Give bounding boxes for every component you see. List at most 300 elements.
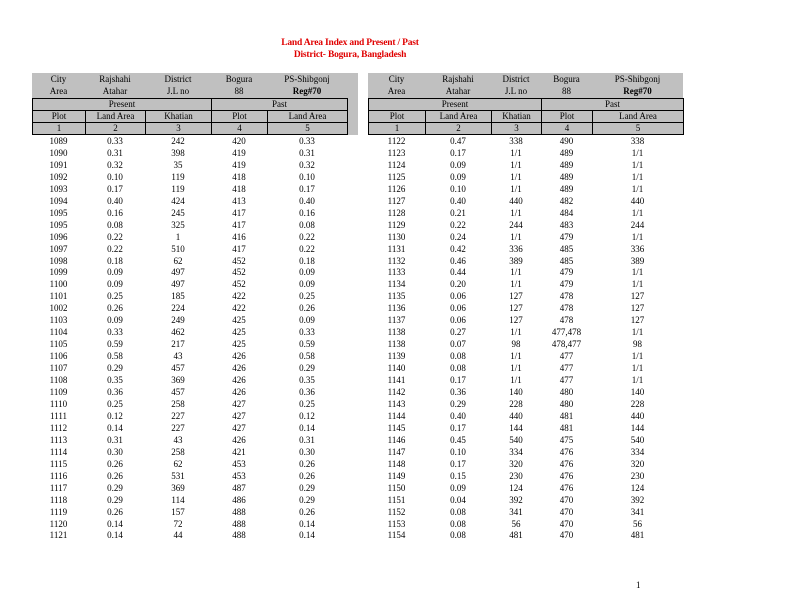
past-land-area-cell: 0.31 [299,147,315,158]
land-area-cell: 0.44 [450,267,466,278]
past-land-area-cell: 0.14 [299,530,315,541]
past-land-area-cell: 0.10 [299,171,315,182]
past-plot-cell: 481 [559,410,574,421]
table-row [368,327,683,339]
table-row [32,220,347,232]
col-number: 5 [593,123,684,135]
plot-cell: 1091 [49,159,68,170]
past-land-area-cell: 338 [630,136,645,146]
khatian-cell: 1/1 [510,279,522,290]
past-plot-cell: 488 [232,518,246,529]
col-header-past-plot: Plot [212,111,268,123]
group-header-past: Past [542,99,684,111]
info-area: Atahar [102,86,128,96]
past-land-area-cell: 0.22 [299,243,315,254]
past-land-area-cell: 0.14 [299,422,315,433]
land-area-cell: 0.27 [450,327,466,338]
past-land-area-cell: 0.26 [299,458,315,469]
land-area-cell: 0.14 [107,422,123,433]
plot-cell: 1101 [49,291,68,302]
past-land-area-cell: 334 [630,446,645,457]
document-subtitle: District- Bogura, Bangladesh [293,50,407,60]
plot-cell: 1096 [49,231,68,242]
past-plot-cell: 426 [232,375,246,386]
past-plot-cell: 419 [232,159,246,170]
past-plot-cell: 478,477 [551,339,582,350]
plot-cell: 1134 [387,279,406,290]
group-header-past: Past [212,99,348,111]
land-area-cell: 0.31 [107,147,123,158]
land-area-cell: 0.10 [450,183,466,194]
khatian-cell: 1/1 [510,351,522,362]
table-row [32,196,347,208]
col-header-past-land-area: Land Area [268,111,348,123]
past-land-area-cell: 440 [630,410,645,421]
land-area-cell: 0.09 [107,279,123,290]
left-column-header [32,98,348,135]
khatian-cell: 497 [171,267,185,278]
table-row [32,483,347,495]
past-plot-cell: 477 [559,351,574,362]
past-land-area-cell: 0.36 [299,387,315,398]
past-plot-cell: 453 [232,470,246,481]
past-plot-cell: 417 [232,219,246,230]
khatian-cell: 119 [171,171,185,182]
past-land-area-cell: 0.14 [299,518,315,529]
khatian-cell: 481 [509,530,523,541]
plot-cell: 1092 [49,171,68,182]
land-area-cell: 0.08 [450,530,466,541]
plot-cell: 1090 [49,147,68,158]
plot-cell: 1093 [49,183,68,194]
khatian-cell: 185 [171,291,185,302]
table-row [32,351,347,363]
col-header-past-plot: Plot [542,111,593,123]
past-plot-cell: 486 [232,494,246,505]
past-land-area-cell: 0.30 [299,446,315,457]
plot-cell: 1138 [387,327,406,338]
past-land-area-cell: 336 [630,243,645,254]
land-area-cell: 0.40 [450,410,466,421]
khatian-cell: 245 [171,207,185,218]
table-row [32,387,347,399]
col-number: 5 [268,123,348,135]
table-row [32,244,347,256]
land-area-cell: 0.16 [107,207,123,218]
khatian-cell: 72 [173,518,183,529]
plot-cell: 1119 [49,506,68,517]
khatian-cell: 338 [509,136,523,146]
land-area-cell: 0.08 [450,518,466,529]
past-plot-cell: 481 [559,422,574,433]
past-plot-cell: 478 [559,291,574,302]
past-land-area-cell: 0.12 [299,410,315,421]
right-column-header [368,98,684,135]
table-row [368,363,683,375]
land-area-cell: 0.33 [107,327,123,338]
plot-cell: 1126 [387,183,406,194]
past-plot-cell: 426 [232,351,246,362]
khatian-cell: 457 [171,363,185,374]
land-area-cell: 0.09 [107,267,123,278]
plot-cell: 1150 [387,482,406,493]
plot-cell: 1112 [49,422,68,433]
khatian-cell: 457 [171,387,185,398]
khatian-cell: 62 [173,255,183,266]
past-land-area-cell: 0.33 [299,327,315,338]
info-police-station: PS-Shibgonj [284,74,330,84]
col-number: 1 [33,123,86,135]
group-header-present: Present [33,99,212,111]
khatian-cell: 341 [509,506,523,517]
past-land-area-cell: 1/1 [631,183,644,194]
land-area-cell: 0.32 [107,159,123,170]
table-row [32,530,347,542]
past-plot-cell: 452 [232,255,246,266]
table-row [368,483,683,495]
past-land-area-cell: 98 [633,339,642,350]
past-plot-cell: 489 [559,159,574,170]
land-area-cell: 0.35 [107,375,123,386]
info-jl-no: 88 [562,86,571,96]
right-header-area [368,73,683,135]
past-plot-cell: 417 [232,207,246,218]
table-row [32,208,347,220]
khatian-cell: 43 [173,434,183,445]
plot-cell: 1153 [387,518,406,529]
past-land-area-cell: 0.17 [299,183,315,194]
table-row [368,459,683,471]
plot-cell: 1133 [387,267,406,278]
land-area-cell: 0.45 [450,434,466,445]
land-area-cell: 0.22 [107,243,123,254]
land-area-cell: 0.22 [107,231,123,242]
plot-cell: 1154 [387,530,406,541]
land-area-cell: 0.17 [450,422,466,433]
table-row [32,256,347,268]
past-plot-cell: 419 [232,147,246,158]
table-row [368,256,683,268]
right-info-header [368,73,683,98]
past-land-area-cell: 56 [633,518,642,529]
col-header-past-land-area: Land Area [593,111,684,123]
past-plot-cell: 425 [232,327,246,338]
khatian-cell: 389 [509,255,523,266]
table-row [368,339,683,351]
land-area-cell: 0.36 [107,387,123,398]
past-land-area-cell: 0.35 [299,375,315,386]
document-title: Land Area Index and Present / Past [281,38,419,48]
table-row [368,495,683,507]
past-plot-cell: 482 [559,195,574,206]
land-area-cell: 0.29 [450,398,466,409]
land-area-cell: 0.21 [450,207,466,218]
past-plot-cell: 425 [232,315,246,326]
info-area-label: Area [49,86,68,96]
past-plot-cell: 480 [559,387,574,398]
khatian-cell: 144 [509,422,523,433]
plot-cell: 1103 [49,315,68,326]
plot-cell: 1139 [387,351,406,362]
land-area-cell: 0.26 [107,458,123,469]
land-area-cell: 0.04 [450,494,466,505]
khatian-cell: 1/1 [510,363,522,374]
land-area-cell: 0.09 [450,159,466,170]
table-row [32,172,347,184]
table-row [368,375,683,387]
past-plot-cell: 490 [559,136,574,146]
past-land-area-cell: 0.40 [299,195,315,206]
past-plot-cell: 421 [232,446,246,457]
past-plot-cell: 476 [559,458,574,469]
khatian-cell: 242 [171,136,185,146]
past-plot-cell: 477,478 [551,327,582,338]
plot-cell: 1140 [387,363,406,374]
plot-cell: 1135 [387,291,406,302]
table-row [368,471,683,483]
past-land-area-cell: 1/1 [631,171,644,182]
past-land-area-cell: 0.29 [299,494,315,505]
past-land-area-cell: 481 [630,530,645,541]
plot-cell: 1141 [387,375,406,386]
plot-cell: 1106 [49,351,68,362]
land-area-cell: 0.47 [450,136,466,146]
plot-cell: 1118 [49,494,68,505]
info-area-label: Area [387,86,406,96]
past-land-area-cell: 341 [630,506,645,517]
plot-cell: 1095 [49,207,68,218]
info-jl-label: J.L no [166,86,190,96]
land-area-cell: 0.09 [107,315,123,326]
past-land-area-cell: 1/1 [631,327,644,338]
plot-cell: 1110 [49,398,68,409]
table-row [32,399,347,411]
plot-cell: 1151 [387,494,406,505]
plot-cell: 1120 [49,518,68,529]
plot-cell: 1137 [387,315,406,326]
plot-cell: 1123 [387,147,406,158]
khatian-cell: 369 [171,482,185,493]
plot-cell: 1111 [50,410,67,421]
past-plot-cell: 422 [232,303,246,314]
khatian-cell: 44 [173,530,183,541]
khatian-cell: 157 [171,506,185,517]
info-police-station: PS-Shibgonj [614,74,661,84]
info-city-label: City [388,74,405,84]
plot-cell: 1125 [387,171,406,182]
past-land-area-cell: 0.59 [299,339,315,350]
past-land-area-cell: 0.09 [299,315,315,326]
table-row [368,519,683,531]
past-plot-cell: 483 [559,219,574,230]
khatian-cell: 1/1 [510,171,522,182]
land-area-cell: 0.08 [450,506,466,517]
col-number: 3 [492,123,542,135]
past-land-area-cell: 540 [630,434,645,445]
table-row [32,327,347,339]
khatian-cell: 336 [509,243,523,254]
col-number: 3 [146,123,212,135]
info-city-label: City [50,74,67,84]
khatian-cell: 320 [509,458,523,469]
past-plot-cell: 418 [232,183,246,194]
table-row [32,291,347,303]
col-header-plot: Plot [369,111,426,123]
past-land-area-cell: 228 [630,398,645,409]
info-division: Rajshahi [99,74,131,84]
land-area-cell: 0.20 [450,279,466,290]
past-plot-cell: 479 [559,279,574,290]
page-number: 1 [636,580,641,590]
plot-cell: 1002 [49,303,68,314]
land-area-cell: 0.26 [107,506,123,517]
past-land-area-cell: 1/1 [631,267,644,278]
table-row [32,447,347,459]
past-land-area-cell: 124 [630,482,645,493]
past-plot-cell: 489 [559,183,574,194]
info-district: Bogura [225,74,253,84]
table-row [368,411,683,423]
land-area-cell: 0.26 [107,303,123,314]
past-plot-cell: 417 [232,243,246,254]
col-number: 2 [86,123,146,135]
khatian-cell: 227 [171,410,185,421]
khatian-cell: 1/1 [510,327,522,338]
past-plot-cell: 470 [559,506,574,517]
plot-cell: 1108 [49,375,68,386]
past-land-area-cell: 1/1 [631,279,644,290]
past-plot-cell: 452 [232,267,246,278]
plot-cell: 1089 [49,136,68,146]
col-header-khatian: Khatian [146,111,212,123]
plot-cell: 1105 [49,339,68,350]
table-row [368,172,683,184]
land-area-cell: 0.09 [450,171,466,182]
plot-cell: 1097 [49,243,68,254]
past-land-area-cell: 1/1 [631,207,644,218]
col-header-land-area: Land Area [426,111,492,123]
past-land-area-cell: 320 [630,458,645,469]
khatian-cell: 1/1 [510,147,522,158]
past-land-area-cell: 127 [630,315,645,326]
past-plot-cell: 478 [559,315,574,326]
plot-cell: 1104 [49,327,68,338]
land-area-cell: 0.40 [107,195,123,206]
past-land-area-cell: 140 [630,387,645,398]
info-division: Rajshahi [442,74,474,84]
land-area-cell: 0.29 [107,494,123,505]
plot-cell: 1148 [387,458,406,469]
past-plot-cell: 488 [232,506,246,517]
khatian-cell: 440 [509,410,523,421]
table-row [368,148,683,160]
past-plot-cell: 485 [559,243,574,254]
info-reg: Reg#70 [623,86,652,96]
plot-cell: 1136 [387,303,406,314]
khatian-cell: 531 [171,470,185,481]
info-jl-no: 88 [234,86,244,96]
info-district-label: District [164,74,192,84]
khatian-cell: 258 [171,398,185,409]
table-row [368,196,683,208]
land-area-cell: 0.25 [107,398,123,409]
khatian-cell: 462 [171,327,185,338]
plot-cell: 1099 [49,267,68,278]
past-plot-cell: 420 [232,136,246,146]
land-area-cell: 0.09 [450,482,466,493]
plot-cell: 1132 [387,255,406,266]
khatian-cell: 140 [509,387,523,398]
col-header-khatian: Khatian [492,111,542,123]
table-row [32,315,347,327]
khatian-cell: 440 [509,195,523,206]
past-plot-cell: 452 [232,279,246,290]
past-land-area-cell: 0.58 [299,351,315,362]
land-area-cell: 0.58 [107,351,123,362]
table-row [368,530,683,542]
past-land-area-cell: 0.31 [299,434,315,445]
table-row [32,375,347,387]
land-area-cell: 0.08 [450,363,466,374]
info-reg: Reg#70 [292,86,322,96]
plot-cell: 1095 [49,219,68,230]
khatian-cell: 1/1 [510,231,522,242]
past-plot-cell: 487 [232,482,246,493]
col-number: 2 [426,123,492,135]
col-header-plot: Plot [33,111,86,123]
table-row [32,411,347,423]
left-table-block [32,73,358,542]
plot-cell: 1113 [49,434,68,445]
past-plot-cell: 470 [559,494,574,505]
khatian-cell: 249 [171,315,185,326]
khatian-cell: 114 [171,494,185,505]
right-table-block [368,73,683,542]
past-plot-cell: 489 [559,147,574,158]
past-land-area-cell: 0.25 [299,291,315,302]
plot-cell: 1117 [49,482,68,493]
past-plot-cell: 484 [559,207,574,218]
table-row [32,471,347,483]
past-land-area-cell: 144 [630,422,645,433]
plot-cell: 1130 [387,231,406,242]
land-area-cell: 0.15 [450,470,466,481]
past-land-area-cell: 1/1 [631,375,644,386]
info-jl-label: J.L no [504,86,528,96]
plot-cell: 1128 [387,207,406,218]
khatian-cell: 1/1 [510,159,522,170]
past-land-area-cell: 127 [630,303,645,314]
table-row [368,244,683,256]
past-land-area-cell: 0.22 [299,231,315,242]
plot-cell: 1127 [387,195,406,206]
khatian-cell: 1/1 [510,375,522,386]
past-plot-cell: 426 [232,387,246,398]
table-row [32,279,347,291]
past-plot-cell: 488 [232,530,246,541]
past-land-area-cell: 0.09 [299,279,315,290]
khatian-cell: 127 [509,303,523,314]
land-area-cell: 0.29 [107,363,123,374]
khatian-cell: 119 [171,183,185,194]
right-data-table [368,136,683,542]
plot-cell: 1129 [387,219,406,230]
table-row [32,459,347,471]
table-row [368,291,683,303]
land-area-cell: 0.31 [107,434,123,445]
land-area-cell: 0.17 [450,375,466,386]
table-row [368,184,683,196]
